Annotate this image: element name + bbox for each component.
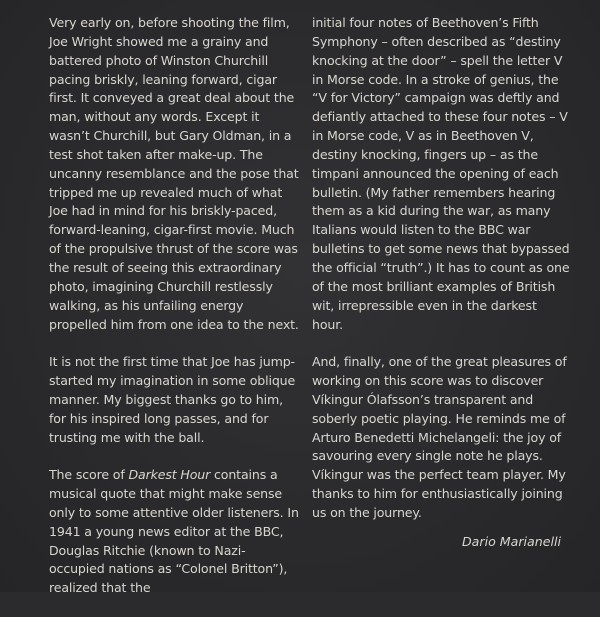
- paragraph-vikingur: And, finally, one of the great pleasures of working on this score was to discover Víkingur Ólafsson’s transparent and soberly poetic playing. He reminds me of Arturo Benedetti Michelangeli: the joy of savouring every single note he plays. Víkingur was the perfect team player. My thanks to him for enthusiastically joining us on the journey.: [312, 354, 567, 520]
- film-title: Darkest Hour: [128, 467, 211, 483]
- paragraph-beethoven: initial four notes of Beethoven’s Fifth Symphony – often described as “destiny knocking at the door” – spell the letter V in Morse code. In a stroke of genius, the “V for Victory” campaign was deftly and defiantly attached to these four notes – V in Morse code, V as in Beethoven V, destiny knocking, fingers up – as the timpani announced the opening of each bulletin. (My father remembers hearing them as a kid during the war, as many Italians would listen to the BBC war bulletins to get some news that bypassed the official “truth”.) It has to count as one of the most brilliant examples of British wit, irrepressible even in the darkest hour.: [312, 15, 570, 332]
- paragraph-thanks-joe: It is not the first time that Joe has jump-started my imagination in some oblique manner. My biggest thanks go to him, for his inspired long passes, and for trusting me with the ball.: [49, 354, 296, 445]
- paragraph-photo: Very early on, before shooting the film, Joe Wright showed me a grainy and battered photo of Winston Churchill pacing briskly, leaning forward, cigar first. It conveyed a great deal about the man, without any words. Except it wasn’t Churchill, but Gary Oldman, in a test shot taken after make-up. The uncanny resemblance and the pose that tripped me up revealed much of what Joe had in mind for his briskly-paced, forward-leaning, cigar-first movie. Much of the propulsive thrust of the score was the result of seeing this extraordinary photo, imagining Churchill restlessly walking, as his unfailing energy propelled him from one idea to the next.: [49, 15, 299, 332]
- right-column: [312, 14, 570, 542]
- signature: Dario Marianelli: [461, 534, 561, 549]
- paragraph-text: contains a musical quote that might make sense only to some attentive older listeners. In 1941 a young news editor at the BBC, Douglas Ritchie (known to Nazi-occupied nations as “Colonel Britton”), realized that the: [49, 467, 299, 596]
- paragraph-text: The score of: [49, 467, 129, 483]
- left-column: [49, 14, 301, 617]
- paragraph-musical-quote: [49, 466, 301, 598]
